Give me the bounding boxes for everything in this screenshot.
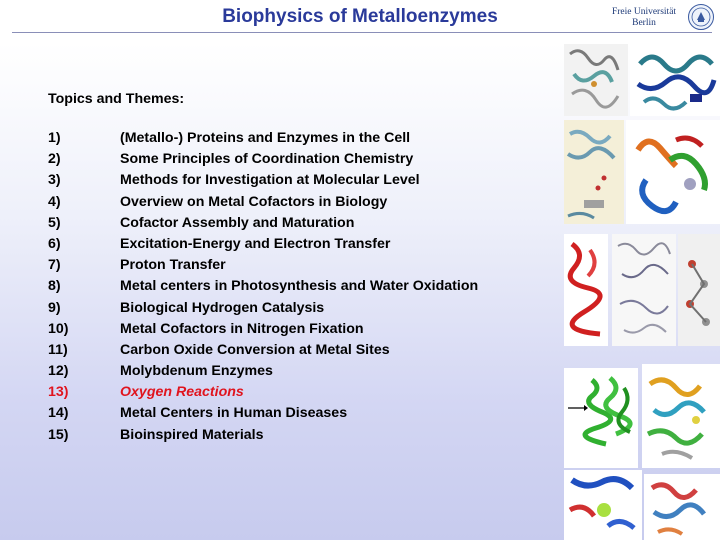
topic-item [48, 403, 560, 424]
header-divider [12, 32, 712, 33]
topic-item [48, 213, 560, 234]
protein-structure-image [644, 474, 720, 540]
topic-item [48, 255, 560, 276]
topic-item [48, 298, 560, 319]
protein-structure-image [642, 364, 720, 468]
topic-number: 1) [48, 130, 61, 146]
topic-label: Some Principles of Coordination Chemistry [120, 151, 414, 168]
topic-item [48, 319, 560, 340]
topic-number: 13) [48, 384, 69, 401]
logo-text-line1: Freie Universität [611, 7, 677, 17]
topic-number: 6) [48, 235, 61, 252]
topic-label: Overview on Metal Cofactors in Biology [120, 193, 388, 210]
protein-structure-image [564, 470, 642, 540]
topic-label: Excitation-Energy and Electron Transfer [120, 235, 391, 252]
topic-label: Cofactor Assembly and Maturation [120, 214, 355, 231]
protein-structure-image [564, 368, 638, 468]
protein-structure-image [564, 44, 628, 116]
topic-label: Proton Transfer [120, 257, 226, 274]
topics-heading: Topics and Themes: [48, 91, 185, 107]
topic-item [48, 170, 560, 191]
protein-structure-image [626, 120, 720, 224]
topic-number: 11) [48, 341, 68, 358]
topic-item [48, 234, 560, 255]
topic-label: Metal Cofactors in Nitrogen Fixation [120, 320, 364, 337]
slide-title: Biophysics of Metalloenzymes [222, 6, 498, 27]
topic-label: Molybdenum Enzymes [120, 363, 273, 380]
university-logo [604, 4, 716, 30]
topic-label: Metal centers in Photosynthesis and Water Oxidation [120, 278, 479, 295]
topic-item [48, 149, 560, 170]
university-seal-icon [688, 4, 714, 30]
topic-number: 9) [48, 299, 61, 316]
topic-item [48, 276, 560, 297]
topic-number: 7) [48, 257, 61, 274]
topic-number: 3) [48, 172, 61, 189]
topic-number: 4) [48, 193, 61, 210]
logo-text-line2: Berlin [632, 18, 656, 28]
protein-structure-image [630, 44, 720, 116]
topic-item [48, 361, 560, 382]
topic-label: Oxygen Reactions [120, 384, 244, 401]
protein-structure-gallery [564, 44, 720, 540]
topic-label: Bioinspired Materials [120, 426, 264, 443]
topic-item [48, 192, 560, 213]
protein-structure-image [612, 234, 676, 346]
topic-number: 12) [48, 363, 69, 380]
protein-structure-image [564, 234, 608, 346]
topic-item [48, 382, 560, 403]
topic-number: 10) [48, 320, 69, 337]
topic-item [48, 340, 560, 361]
topic-item [48, 425, 560, 446]
topic-label: Methods for Investigation at Molecular Level [120, 172, 420, 189]
protein-structure-image [678, 234, 720, 346]
topic-number: 2) [48, 151, 61, 168]
topic-label: Carbon Oxide Conversion at Metal Sites [120, 341, 390, 358]
topic-number: 14) [48, 405, 69, 422]
topic-number: 15) [48, 426, 69, 443]
topic-label: Biological Hydrogen Catalysis [120, 299, 325, 316]
topic-number: 5) [48, 214, 61, 231]
topic-number: 8) [48, 278, 61, 295]
topic-label: Metal Centers in Human Diseases [120, 405, 348, 422]
topic-list [48, 128, 560, 446]
topic-item [48, 128, 560, 149]
protein-structure-image [564, 120, 624, 224]
topic-label: (Metallo-) Proteins and Enzymes in the Cell [120, 130, 411, 146]
